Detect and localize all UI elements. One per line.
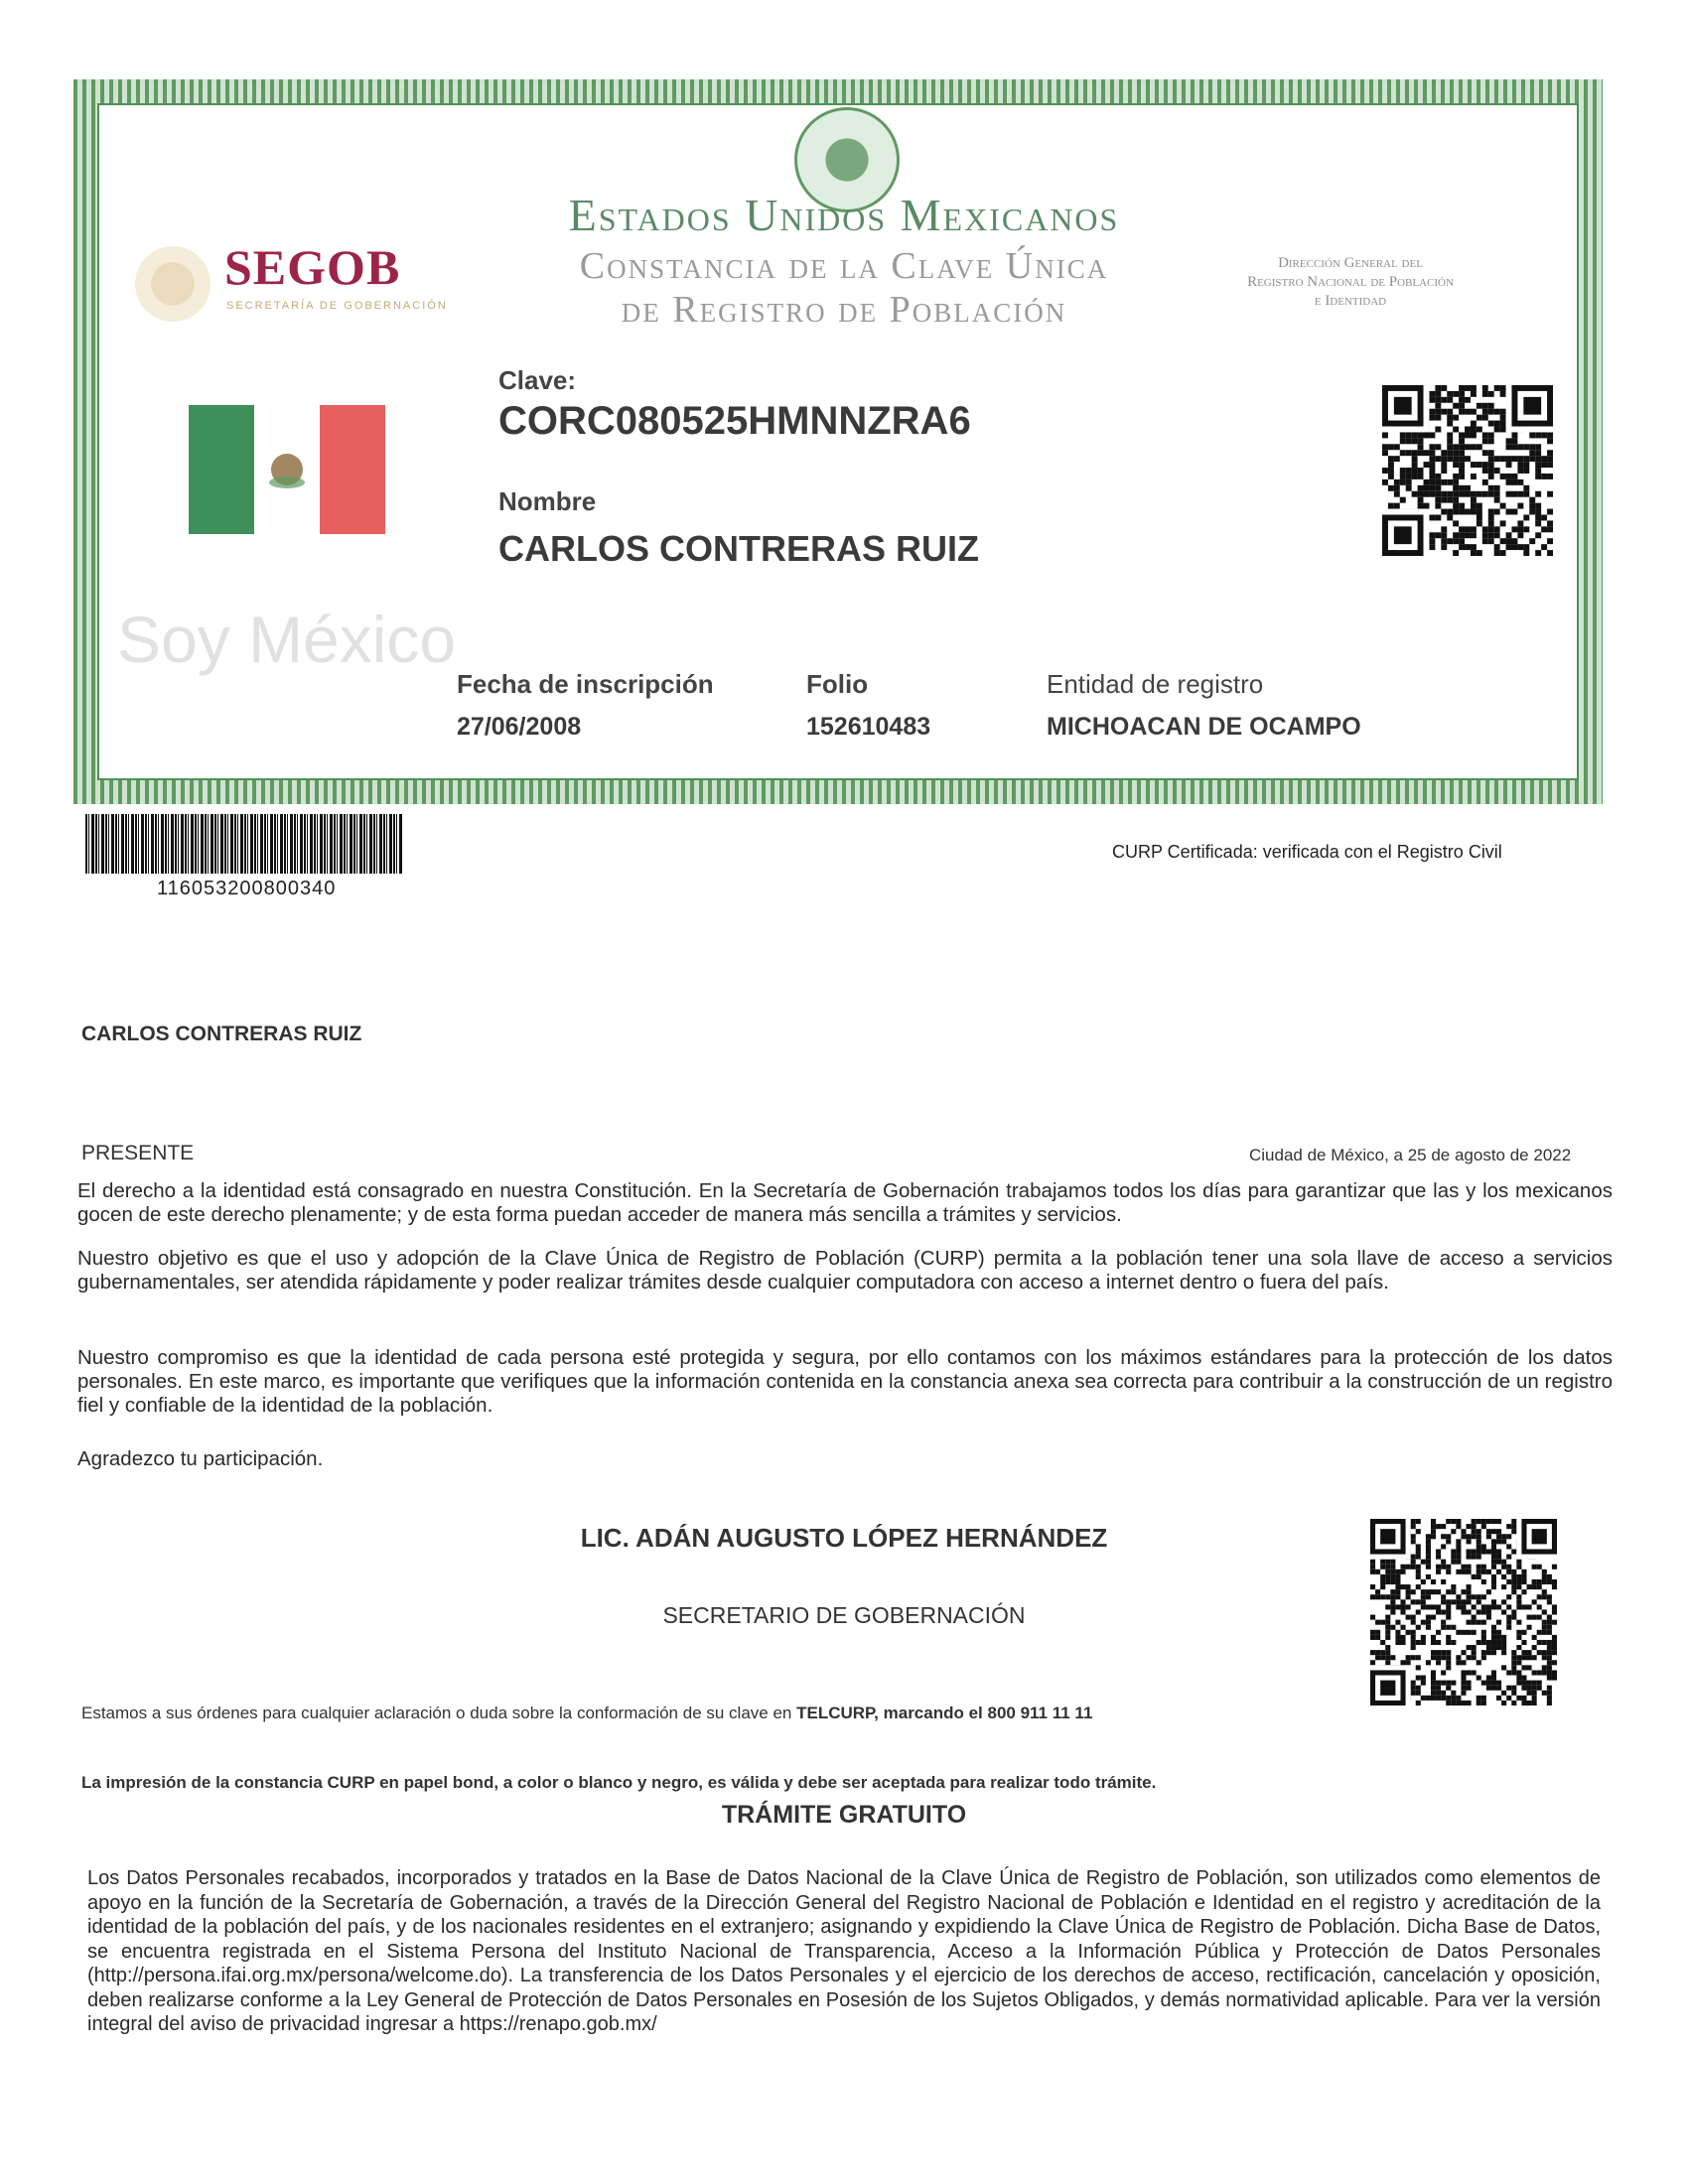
barcode-icon [85, 814, 403, 874]
presente: PRESENTE [81, 1142, 195, 1164]
thanks: Agradezco tu participación. [77, 1447, 324, 1470]
fecha-label: Fecha de inscripción [457, 669, 714, 699]
place-date: Ciudad de México, a 25 de agosto de 2022 [1249, 1146, 1572, 1164]
agency-name: Dirección General del Registro Nacional de Población e Identidad [1247, 255, 1454, 309]
document-title: Constancia de la Clave Única de Registro de Población [579, 245, 1109, 331]
free-procedure: TRÁMITE GRATUITO [721, 1801, 967, 1829]
clave-value: CORC080525HMNNZRA6 [498, 399, 971, 443]
clave-label: Clave: [498, 365, 577, 395]
segob-logo-subtext: SECRETARÍA DE GOBERNACIÓN [226, 300, 448, 312]
recipient-name: CARLOS CONTRERAS RUIZ [81, 1023, 362, 1045]
validity-note: La impresión de la constancia CURP en papel bond, a color o blanco y negro, es válida y debe ser aceptada para realizar todo trámite. [81, 1773, 1157, 1792]
soy-mexico-watermark: Soy México [117, 603, 457, 676]
contact-line: Estamos a sus órdenes para cualquier aclaración o duda sobre la conformación de su clave en TELCURP, marcando el 800 911 11 11 [81, 1704, 1093, 1722]
barcode-number: 116053200800340 [157, 878, 337, 899]
mexican-flag-icon [189, 405, 385, 534]
country-title: Estados Unidos Mexicanos [568, 190, 1120, 240]
paragraph-1: El derecho a la identidad está consagrado en nuestra Constitución. En la Secretaría de Gobernación trabajamos todos los días para garantizar que las y los mexicanos gocen de este derecho plenamente; y de esta forma puedan acceder de manera más sencilla a trámites y servicios. [77, 1179, 1613, 1226]
signer-title: SECRETARIO DE GOBERNACIÓN [662, 1602, 1026, 1628]
nombre-value: CARLOS CONTRERAS RUIZ [498, 528, 979, 569]
signer-name: LIC. ADÁN AUGUSTO LÓPEZ HERNÁNDEZ [580, 1523, 1108, 1553]
entidad-value: MICHOACAN DE OCAMPO [1047, 713, 1361, 741]
folio-label: Folio [806, 669, 869, 699]
qr-code-icon [1382, 385, 1553, 556]
fecha-value: 27/06/2008 [457, 713, 582, 741]
entidad-label: Entidad de registro [1047, 669, 1264, 699]
folio-value: 152610483 [806, 713, 931, 741]
certificada-note: CURP Certificada: verificada con el Registro Civil [1112, 842, 1502, 862]
privacy-notice: Los Datos Personales recabados, incorporados y tratados en la Base de Datos Nacional de la Clave Única de Registro de Población, son utilizados como elementos de apoyo en la función de la Secretaría de Gobernación, a través de la Dirección General del Registro Nacional de Población e Identidad en el registro y acreditación de la identidad de la población del país, y de los nacionales residentes en el extranjero; asignando y expidiendo la Clave Única de Registro de Población. Dicha Base de Datos, se encuentra registrada en el Sistema Persona del Instituto Nacional de Transparencia, Acceso a la Información Pública y Protección de Datos Personales (http://persona.ifai.org.mx/persona/welcome.do). La transferencia de los Datos Personales y el ejercicio de los derechos de acceso, rectificación, cancelación y oposición, deben realizarse conforme a la Ley General de Protección de Datos Personales en Posesión de los Sujetos Obligados, y demás normatividad aplicable. Para ver la versión integral del aviso de privacidad ingresar a https://renapo.gob.mx/ [87, 1867, 1601, 2035]
segob-seal-icon [135, 246, 211, 322]
paragraph-3: Nuestro compromiso es que la identidad de cada persona esté protegida y segura, por ello contamos con los máximos estándares para la protección de los datos personales. En este marco, es importante que verifiques que la información contenida en la constancia anexa sea correcta para contribuir a la construcción de un registro fiel y confiable de la identidad de la población. [77, 1346, 1613, 1417]
qr-code-signature-icon [1370, 1519, 1557, 1706]
paragraph-2: Nuestro objetivo es que el uso y adopción de la Clave Única de Registro de Población (CURP) permita a la población tener una sola llave de acceso a servicios gubernamentales, ser atendida rápidamente y poder realizar trámites desde cualquier computadora con acceso a internet dentro o fuera del país. [77, 1247, 1613, 1294]
segob-logo: SEGOB [224, 239, 401, 295]
nombre-label: Nombre [498, 486, 597, 516]
